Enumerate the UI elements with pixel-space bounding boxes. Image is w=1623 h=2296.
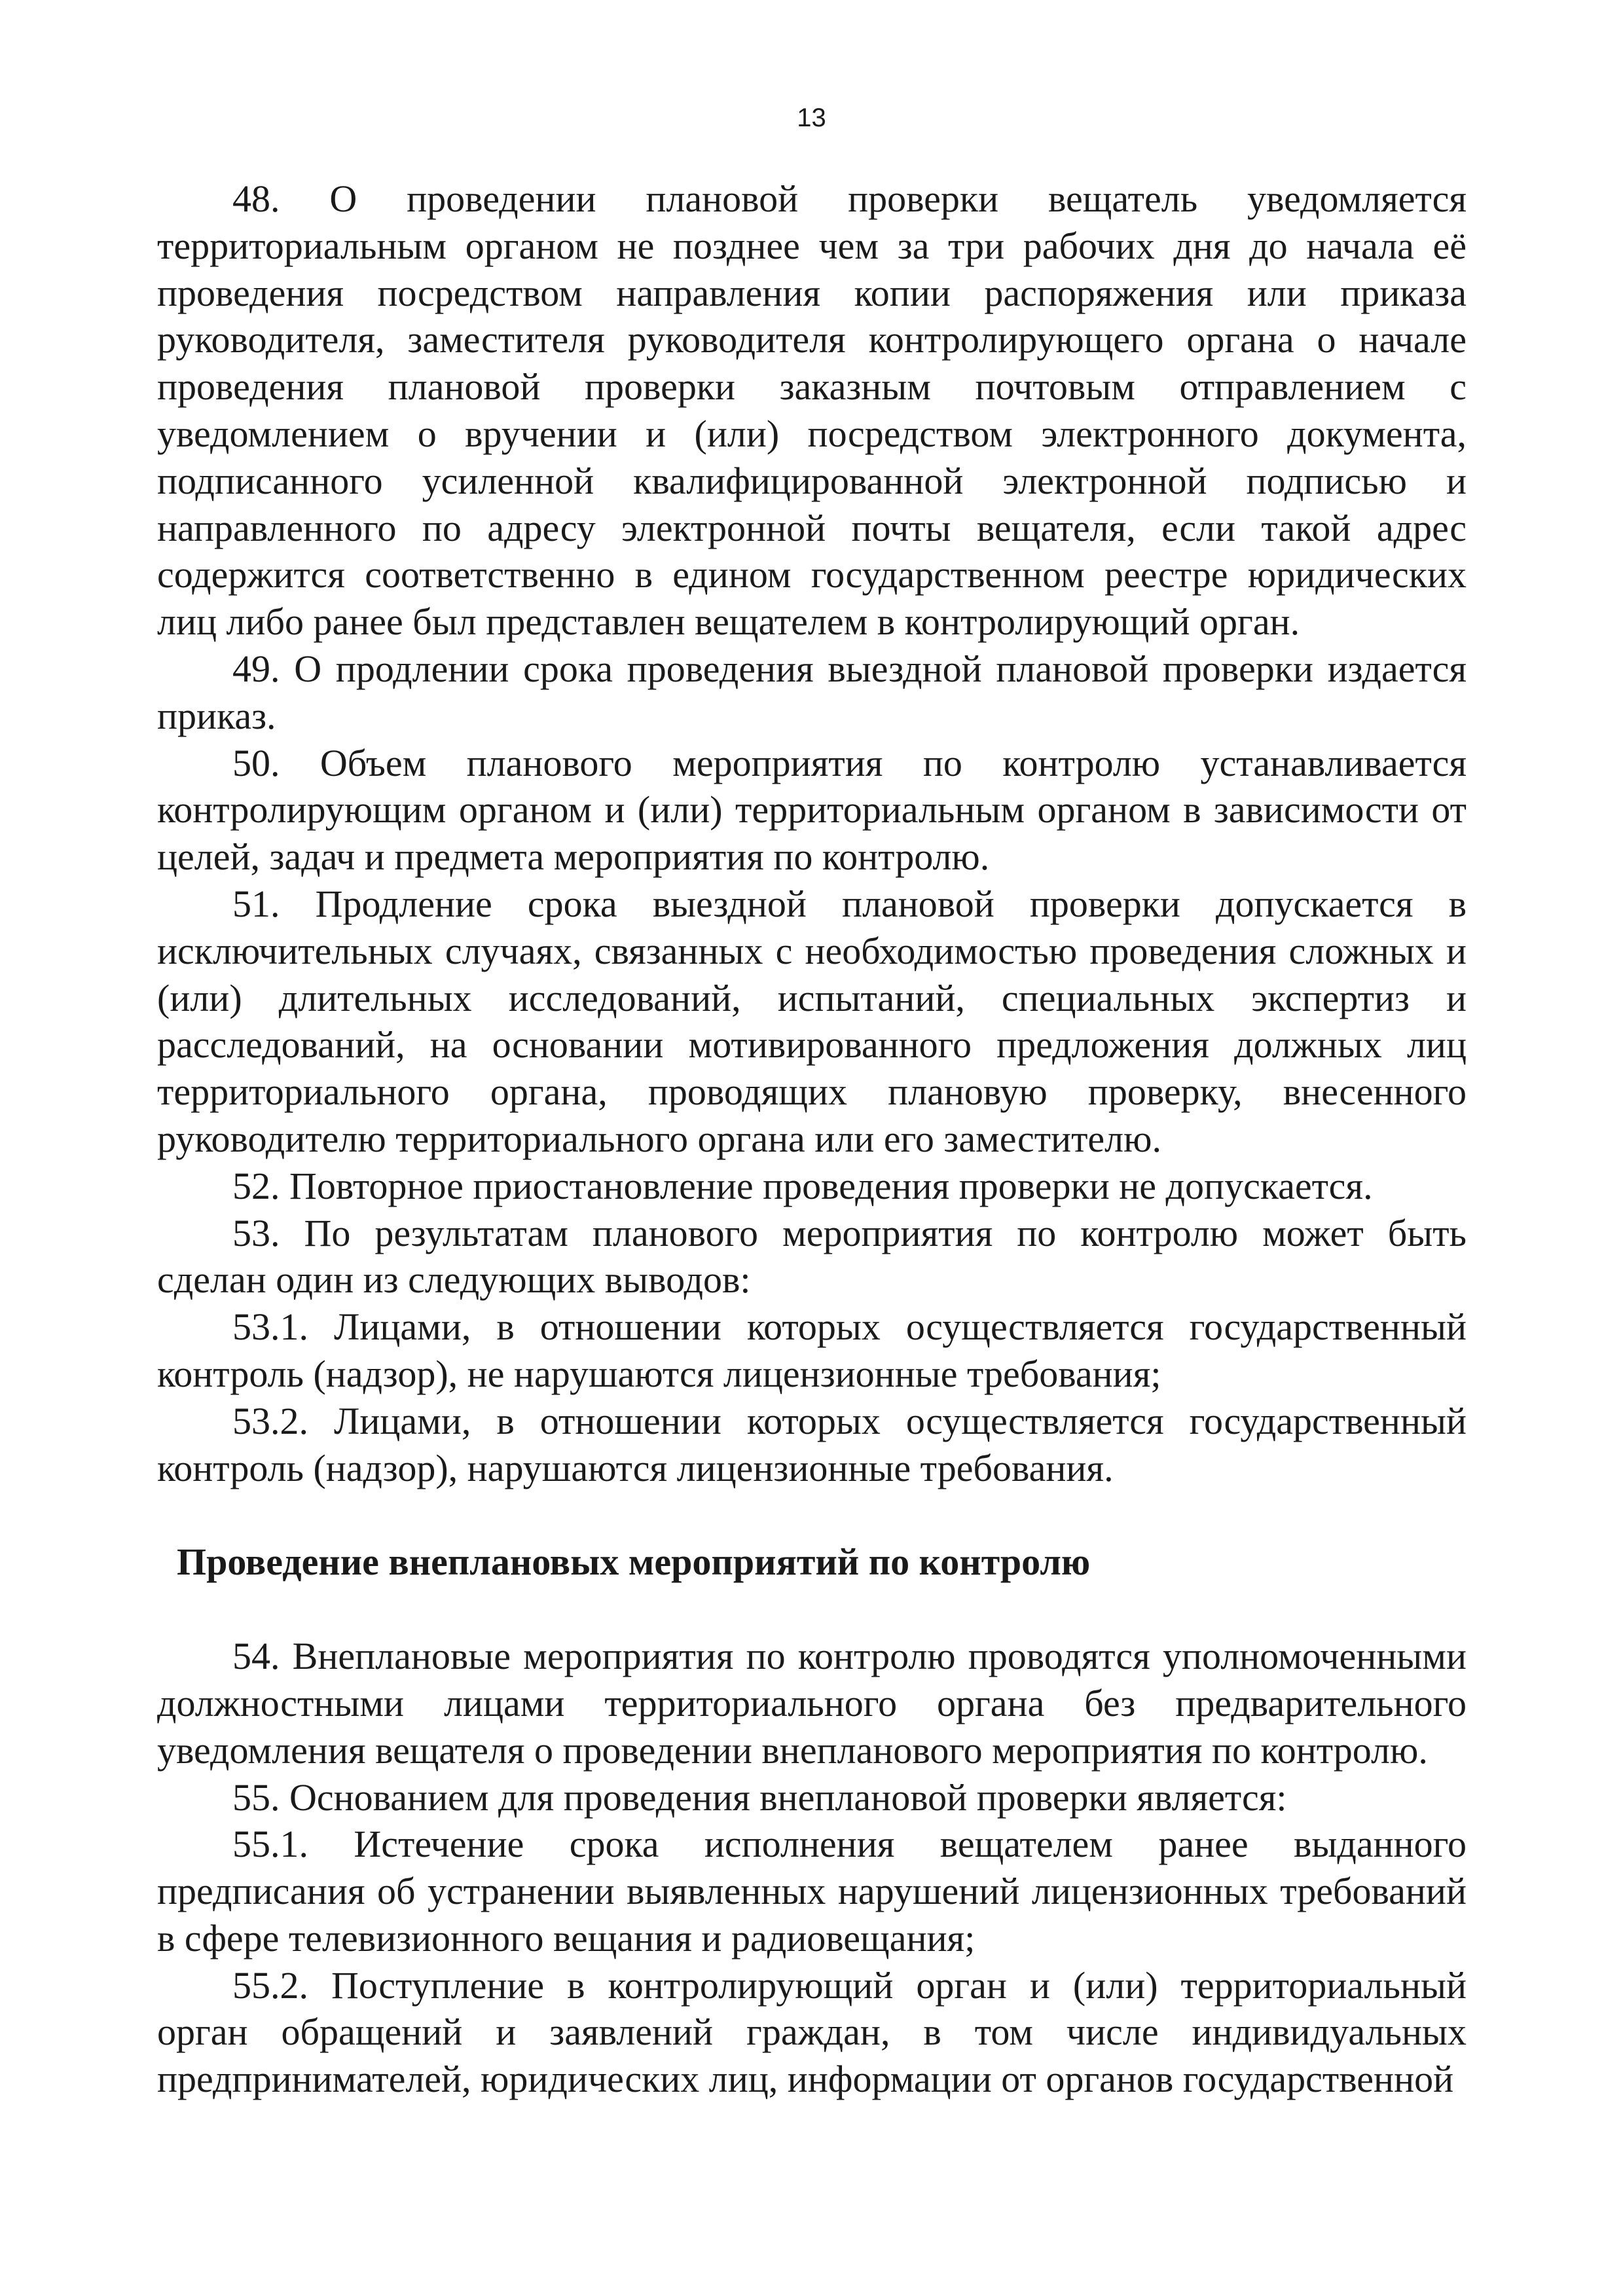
paragraph-55: 55. Основанием для проведения внеплановой проверки является:	[232, 1776, 1287, 1819]
page-number: 13	[797, 103, 826, 132]
paragraph-55-2: 55.2. Поступление в контролирующий орган и (или) территориальный орган обращений и заявлений граждан, в том числе индивидуальных предпринимателей, юридических лиц, информации от органов государственной	[157, 1963, 1467, 2101]
paragraph-55-1: 55.1. Истечение срока исполнения вещателем ранее выданного предписания об устранении выявленных нарушений лицензионных требований в сфере телевизионного вещания и радиовещания;	[157, 1823, 1467, 1959]
paragraph-54: 54. Внеплановые мероприятия по контролю проводятся уполномоченными должностными лицами территориального органа без предварительного уведомления вещателя о проведении внепланового мероприятия по контролю.	[157, 1635, 1467, 1772]
section-heading: Проведение внеплановых мероприятий по контролю	[177, 1540, 1091, 1584]
paragraph-52: 52. Повторное приостановление проведения проверки не допускается.	[232, 1164, 1373, 1207]
paragraph-48: 48. О проведении плановой проверки вещатель уведомляется территориальным органом не позднее чем за три рабочих дня до начала её проведения посредством направления копии распоряжения или приказа руководителя, заместителя руководителя контролирующего органа о начале проведения плановой проверки заказным почтовым отправлением с уведомлением о вручении и (или) посредством электронного документа, подписанного усиленной квалифицированной электронной подписью и направленного по адресу электронной почты вещателя, если такой адрес содержится соответственно в едином государственном реестре юридических лиц либо ранее был представлен вещателем в контролирующий орган.	[157, 177, 1467, 644]
paragraph-49: 49. О продлении срока проведения выездной плановой проверки издается приказ.	[157, 647, 1467, 737]
paragraph-53-1: 53.1. Лицами, в отношении которых осуществляется государственный контроль (надзор), не нарушаются лицензионные требования;	[157, 1305, 1467, 1395]
paragraph-53-2: 53.2. Лицами, в отношении которых осуществляется государственный контроль (надзор), нарушаются лицензионные требования.	[157, 1399, 1467, 1489]
document-body	[157, 175, 1467, 2103]
paragraph-51: 51. Продление срока выездной плановой проверки допускается в исключительных случаях, связанных с необходимостью проведения сложных и (или) длительных исследований, испытаний, специальных экспертиз и расследований, на основании мотивированного предложения должных лиц территориального органа, проводящих плановую проверку, внесенного руководителю территориального органа или его заместителю.	[157, 882, 1467, 1160]
paragraph-53: 53. По результатам планового мероприятия по контролю может быть сделан один из следующих выводов:	[157, 1211, 1467, 1302]
paragraph-50: 50. Объем планового мероприятия по контролю устанавливается контролирующим органом и (или) территориальным органом в зависимости от целей, задач и предмета мероприятия по контролю.	[157, 741, 1467, 879]
